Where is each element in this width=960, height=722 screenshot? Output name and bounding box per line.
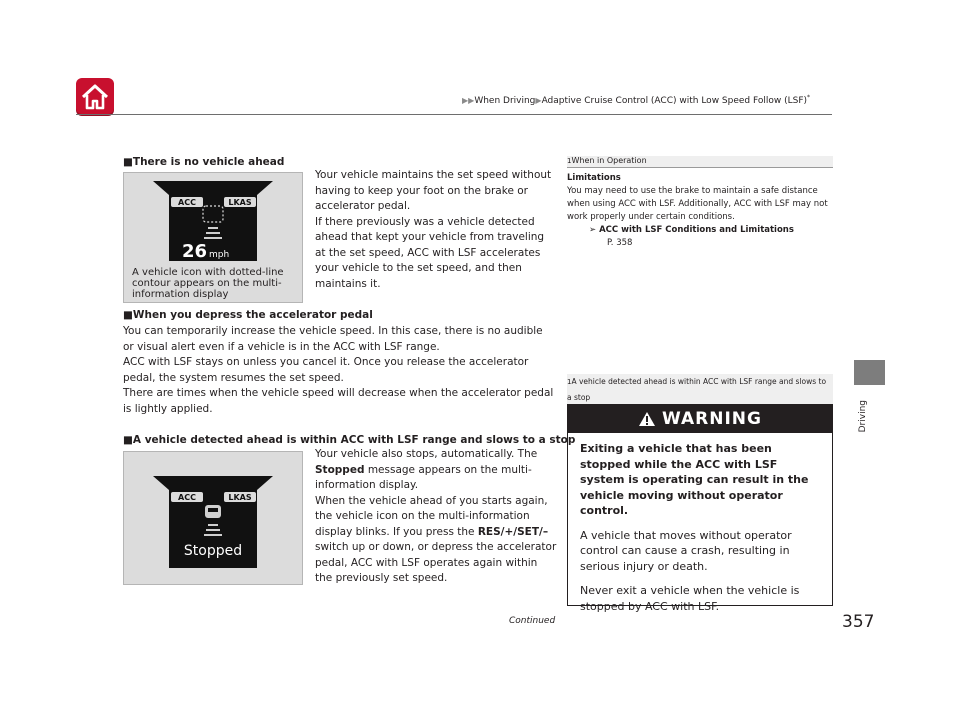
- cross-reference-arrow-icon: ➢: [589, 225, 600, 235]
- sidebox-vehicle-stops: [567, 374, 833, 408]
- section3-text-c: switch up or down, or depress the accelerator pedal, ACC with LSF operates again within the previously set speed.: [315, 541, 557, 584]
- warning-triangle-icon: [638, 411, 656, 427]
- header-divider: [76, 114, 832, 115]
- lkas-indicator: LKAS: [228, 493, 252, 502]
- heading-bullet-icon: ■: [123, 309, 133, 321]
- warning-paragraph-3: Never exit a vehicle when the vehicle is stopped by ACC with LSF.: [580, 584, 800, 613]
- heading-bullet-icon: ■: [123, 156, 133, 168]
- section3-text-b: message appears on the multi-information display. When the vehicle ahead of you starts again, the vehicle icon on the multi-information display blinks. If you press the: [315, 463, 548, 538]
- warning-paragraph-2: A vehicle that moves without operator control can cause a crash, resulting in serious injury or death.: [580, 528, 792, 573]
- sidebox-heading: 1A vehicle detected ahead is within ACC with LSF range and slows to a stop: [567, 374, 833, 408]
- breadcrumb-arrow-icon: ▶: [535, 96, 542, 105]
- vehicle-ahead-icon: [205, 505, 221, 518]
- section3-paragraph: [315, 447, 557, 587]
- stopped-term: Stopped: [315, 463, 365, 476]
- mid-display-illustration: [124, 177, 302, 265]
- warning-title-bar: [568, 405, 832, 433]
- heading-bullet-icon: ■: [123, 434, 133, 446]
- chapter-tab[interactable]: [854, 360, 885, 385]
- sidebox-when-in-operation: [567, 156, 833, 250]
- cross-reference-page[interactable]: P. 358: [607, 238, 633, 248]
- figure-caption: A vehicle icon with dotted-line contour appears on the multi-information display: [132, 267, 284, 300]
- reference-marker-icon: 1: [567, 157, 572, 165]
- optional-feature-mark: *: [807, 94, 811, 101]
- warning-box: [567, 404, 833, 613]
- warning-paragraph-1: Exiting a vehicle that has been stopped while the ACC with LSF system is operating can result in the vehicle moving without operator control.: [580, 442, 809, 517]
- section-heading-vehicle-stops: ■A vehicle detected ahead is within ACC with LSF range and slows to a stop: [123, 434, 576, 446]
- chapter-tab-label: Driving: [858, 400, 868, 433]
- continued-label: Continued: [509, 616, 556, 626]
- section3-text-a: Your vehicle also stops, automatically. The: [315, 448, 538, 460]
- section-heading-accelerator: ■When you depress the accelerator pedal: [123, 309, 373, 321]
- breadcrumb: [462, 94, 810, 106]
- stopped-status: Stopped: [183, 543, 243, 559]
- figure-no-vehicle-display: [123, 172, 303, 303]
- breadcrumb-current: Adaptive Cruise Control (ACC) with Low Speed Follow (LSF): [541, 96, 808, 106]
- cross-reference-link[interactable]: ➢ ACC with LSF Conditions and Limitations: [589, 225, 794, 235]
- figure-stopped-display: [123, 451, 303, 585]
- lkas-indicator: LKAS: [228, 198, 252, 207]
- section-heading-no-vehicle: ■There is no vehicle ahead: [123, 156, 285, 168]
- warning-title: WARNING: [662, 409, 762, 429]
- acc-indicator: ACC: [178, 198, 196, 207]
- home-icon: [76, 78, 114, 116]
- mid-display-illustration: [124, 472, 302, 572]
- reference-marker-icon: 1: [567, 378, 572, 386]
- res-set-switch-term: RES/+/SET/–: [477, 525, 549, 538]
- page-number: 357: [842, 612, 875, 632]
- breadcrumb-link-when-driving[interactable]: When Driving: [474, 96, 536, 106]
- section2-line1: You can temporarily increase the vehicle speed. In this case, there is no audible or visual alert even if a vehicle is in the ACC with LSF range.: [123, 325, 543, 353]
- section2-line3: There are times when the vehicle speed will decrease when the accelerator pedal is lightly applied.: [123, 387, 554, 415]
- section2-line2: ACC with LSF stays on unless you cancel it. Once you release the accelerator pedal, the system resumes the set speed.: [123, 356, 529, 384]
- section2-paragraph: [123, 324, 555, 417]
- breadcrumb-arrow-icon: ▶▶: [462, 96, 475, 105]
- set-speed-value: 26: [181, 241, 207, 262]
- limitations-title: Limitations: [567, 173, 621, 183]
- sidebox-heading: 1When in Operation: [567, 156, 833, 168]
- home-button[interactable]: [76, 78, 114, 116]
- section1-paragraph: Your vehicle maintains the set speed without having to keep your foot on the brake or accelerator pedal. If there previously was a vehicle detected ahead that kept your vehicle from traveling at the set speed, ACC with LSF accelerates your vehicle to the set speed, and then maintains it.: [315, 169, 552, 290]
- set-speed-unit: mph: [209, 250, 230, 260]
- limitations-text: You may need to use the brake to maintain a safe distance when using ACC with LSF. Additionally, ACC with LSF may not work properly under certain conditions.: [567, 186, 828, 222]
- acc-indicator: ACC: [178, 493, 196, 502]
